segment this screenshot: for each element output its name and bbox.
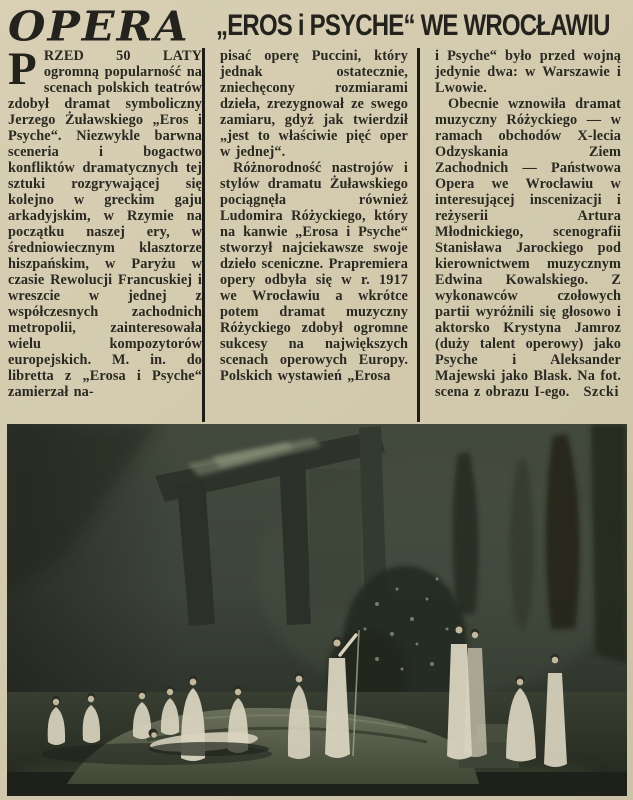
paragraph: Różnorodność nastrojów i stylów dramatu Żuławskiego pociągnęła również Ludomira Różyckiego, który na kanwie „Erosa i Psyche“ stworzył najciekawsze swoje dzieło sceniczne. Prapremiera opery odbyła się w r. 1917 we Wrocławiu a wkrótce potem dramat muzyczny Różyckiego zdobył ogromne sukcesy na największych scenach operowych Europy. Polskich wystawień „Erosa bbox=[220, 160, 408, 384]
article-column-1 bbox=[8, 48, 202, 422]
stage-photo-illustration bbox=[7, 424, 627, 796]
article-column-2 bbox=[205, 48, 417, 422]
paragraph-text: Obecnie wznowiła dramat muzyczny Różyckiego — w ramach obchodów X-lecia Odzyskania Ziem Zachodnich — Państwowa Opera we Wrocławiu w interesującej inscenizacji i reżyserii Artura Młodnickiego, scenografii Stanisława Jarockiego pod kierownictwem muzycznym Edwina Kowalskiego. Z wykonawców czołowych partii wyróżnili się głosowo i aktorsko Krystyna Jamroz (duży talent operowy) jako Psyche i Aleksander Majewski jako Blask. Na fot. scena z obrazu I-ego. bbox=[435, 96, 621, 400]
paragraph: i Psyche“ było przed wojną jedynie dwa: w Warszawie i Lwowie. bbox=[435, 48, 621, 96]
drop-cap: P bbox=[8, 48, 37, 95]
paragraph-text: RZED 50 LATY ogromną popularność na scenach polskich teatrów zdobył dramat symboliczny Jerzego Żuławskiego „Eros i Psyche“. Niezwykle barwna sceneria i bogactwo konfliktów dramatycznych tej sztuki rozgrywającej się kolejno w greckim gaju arkadyjskim, w Rzymie na początku naszej ery, w średniowiecznym klasztorze hiszpańskim, w Paryżu w czasie Rewolucji Francuskiej i wreszcie w jednej z współczesnych zachodnich metropolii, zainteresowała wielu kompozytorów europejskich. M. in. do libretta z „Erosa i Psyche“ zamierzał na- bbox=[8, 48, 202, 400]
masthead bbox=[0, 0, 633, 51]
stage-photo bbox=[7, 424, 627, 796]
article-body bbox=[0, 46, 633, 422]
paragraph bbox=[8, 48, 202, 400]
author-signature: Szcki bbox=[583, 384, 620, 400]
article-column-3 bbox=[420, 48, 626, 422]
paragraph: pisać operę Puccini, który jednak ostatecznie, zniechęcony rozmiarami dzieła, zrezygnował ze swego zamiaru, gdyż jak twierdził „jest to właściwie pięć oper w jednej“. bbox=[220, 48, 408, 160]
article-headline: „EROS i PSYCHE“ WE WROCŁAWIU bbox=[215, 9, 610, 42]
paragraph bbox=[435, 96, 621, 400]
section-title: OPERA bbox=[8, 3, 190, 51]
